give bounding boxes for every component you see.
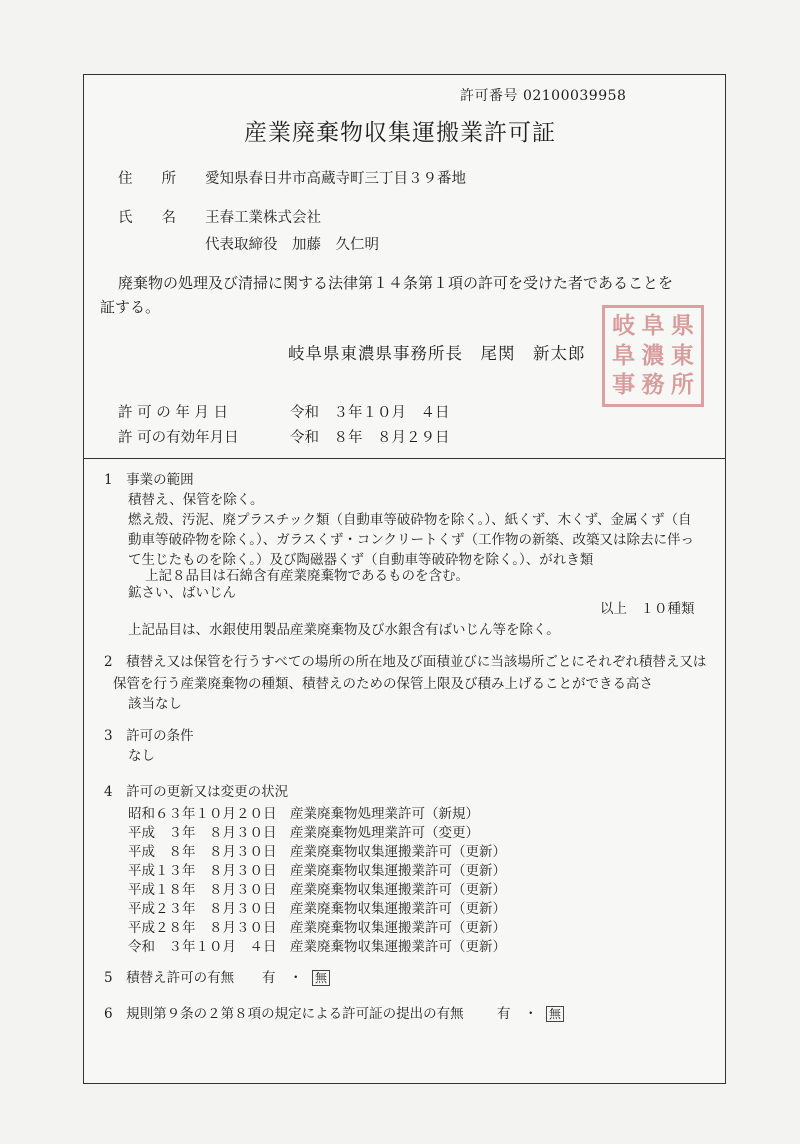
history-desc: 産業廃棄物収集運搬業許可（更新） [290, 882, 506, 898]
history-date: 平成２８年 ８月３０日 [128, 920, 277, 936]
name-label: 氏 名 [118, 210, 176, 226]
certification-text-line2: 証する。 [100, 298, 161, 316]
history-desc: 産業廃棄物収集運搬業許可（更新） [290, 920, 506, 936]
asbestos-note: 上記８品目は石綿含有産業廃棄物であるものを含む。 [145, 568, 469, 584]
section2-line1: 2 積替え又は保管を行うすべての場所の所在地及び面積並びに当該場所ごとにそれぞれ積替え又は [104, 654, 707, 670]
waste-list-line: て生じたものを除く。）及び陶磁器くず（自動車等破砕物を除く。）、がれき類 [128, 552, 594, 568]
issuer-name: 岐阜県東濃県事務所長 尾関 新太郎 [288, 344, 586, 363]
waste-type-total: 以上 １０種類 [600, 601, 695, 617]
section6-no-box [546, 1006, 564, 1022]
history-date: 平成 ８年 ８月３０日 [128, 844, 277, 860]
section4-heading: 4 許可の更新又は変更の状況 [104, 784, 289, 800]
section2-line2: 保管を行う産業廃棄物の種類、積替えのための保管上限及び積み上げることができる高さ [113, 676, 653, 692]
permit-number: 許可番号 02100039958 [460, 88, 627, 104]
section5-no-box [312, 970, 330, 986]
expiry-date-value: 令和 ８年 ８月２９日 [290, 430, 450, 446]
certificate-title: 産業廃棄物収集運搬業許可証 [244, 120, 556, 146]
history-desc: 産業廃棄物処理業許可（新規） [290, 806, 479, 822]
history-desc: 産業廃棄物収集運搬業許可（更新） [290, 901, 506, 917]
section6-text: 6 規則第９条の２第８項の規定による許可証の提出の有無 [104, 1006, 464, 1022]
history-date: 平成 ３年 ８月３０日 [128, 825, 277, 841]
address-value: 愛知県春日井市高蔵寺町三丁目３９番地 [205, 171, 466, 187]
section5-text: 5 積替え許可の有無 [104, 970, 235, 986]
waste-list-line: 燃え殻、汚泥、廃プラスチック類（自動車等破砕物を除く。）、紙くず、木くず、金属くず（自 [128, 512, 692, 528]
mercury-note: 上記品目は、水銀使用製品産業廃棄物及び水銀含有ばいじん等を除く。 [128, 622, 560, 638]
history-desc: 産業廃棄物収集運搬業許可（更新） [290, 939, 506, 955]
section1-exclusion: 積替え、保管を除く。 [128, 492, 264, 508]
representative-name: 代表取締役 加藤 久仁明 [205, 237, 379, 253]
expiry-date-label: 許 可の有効年月日 [118, 430, 239, 446]
permit-date-label: 許 可 の 年 月 日 [118, 405, 229, 421]
section5-yes: 有 ・ [262, 970, 303, 986]
official-seal: 岐 阜 県 阜 濃 東 事 務 所 [602, 305, 704, 407]
history-date: 平成１８年 ８月３０日 [128, 882, 277, 898]
history-date: 平成１３年 ８月３０日 [128, 863, 277, 879]
waste-list-line: 動車等破砕物を除く。）、ガラスくず・コンクリートくず（工作物の新築、改築又は除去に伴っ [128, 532, 695, 548]
section6-yes: 有 ・ [497, 1006, 538, 1022]
section6-no: 無 [546, 1006, 564, 1022]
section3-heading: 3 許可の条件 [104, 728, 194, 744]
section1-heading: 1 事業の範囲 [104, 472, 194, 488]
history-date: 昭和６３年１０月２０日 [128, 806, 277, 822]
permit-date-value: 令和 ３年１０月 ４日 [290, 405, 450, 421]
company-name: 王春工業株式会社 [205, 210, 321, 226]
history-date: 平成２３年 ８月３０日 [128, 901, 277, 917]
history-desc: 産業廃棄物処理業許可（変更） [290, 825, 479, 841]
section2-value: 該当なし [128, 696, 182, 712]
section-divider [83, 458, 726, 459]
address-label: 住 所 [118, 171, 176, 187]
history-desc: 産業廃棄物収集運搬業許可（更新） [290, 863, 506, 879]
history-desc: 産業廃棄物収集運搬業許可（更新） [290, 844, 506, 860]
section5-no: 無 [312, 970, 330, 986]
certification-text-line1: 廃棄物の処理及び清掃に関する法律第１４条第１項の許可を受けた者であることを [118, 274, 674, 292]
section3-value: なし [128, 748, 155, 764]
slag-line: 鉱さい、ばいじん [128, 585, 236, 601]
history-date: 令和 ３年１０月 ４日 [128, 939, 277, 955]
